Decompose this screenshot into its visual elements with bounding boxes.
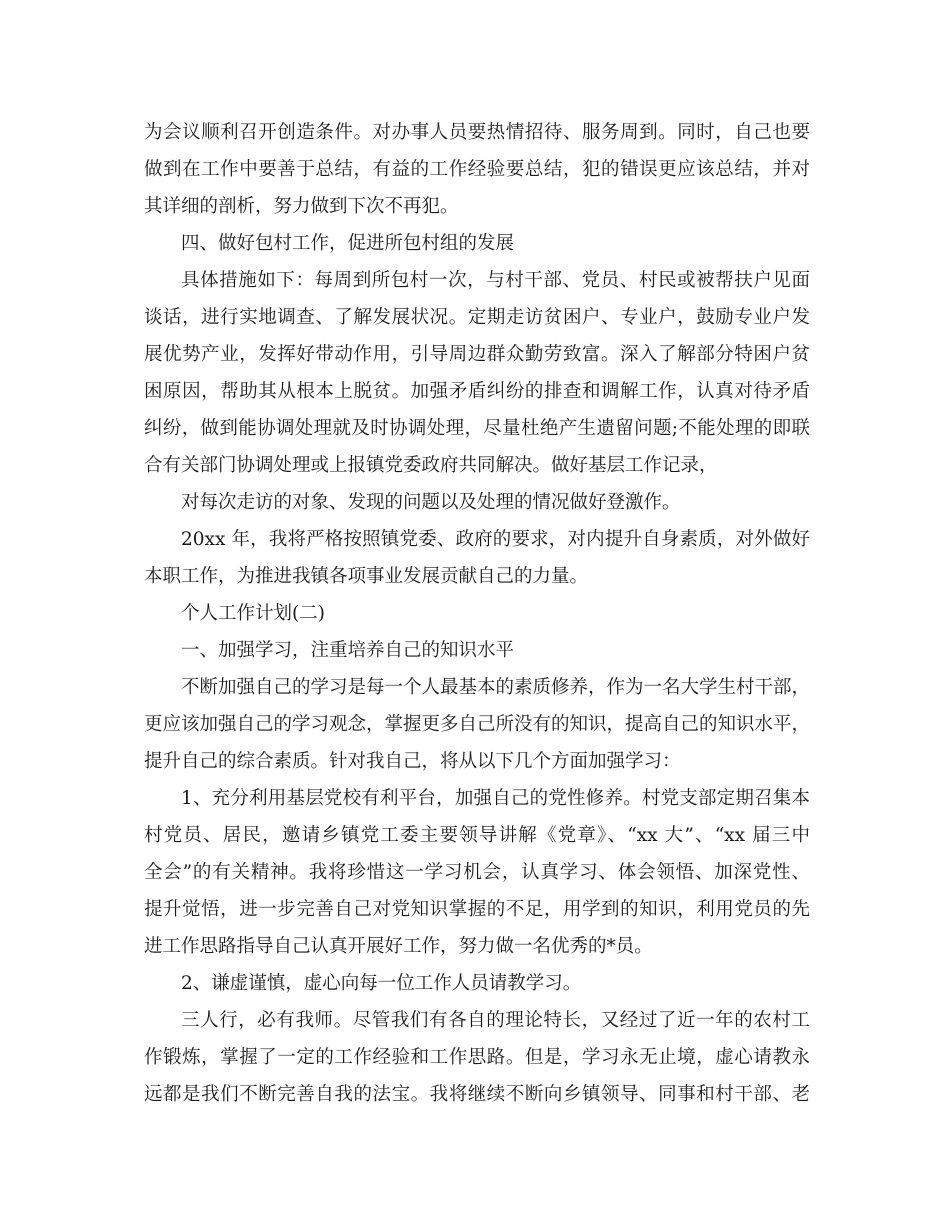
text-line: 三人行，必有我师。尽管我们有各自的理论特长，又经过了近一年的农村工 xyxy=(181,1010,810,1031)
text-line: 个人工作计划(二) xyxy=(181,603,325,624)
text-line: 20xx 年，我将严格按照镇党委、政府的要求，对内提升自身素质，对外做好 xyxy=(181,529,810,550)
document-body xyxy=(144,114,810,1113)
text-line: 1、充分利用基层党校有利平台，加强自己的党性修养。村党支部定期召集本 xyxy=(181,788,810,809)
text-line: 展优势产业，发挥好带动作用，引导周边群众勤劳致富。深入了解部分特困户贫 xyxy=(144,344,810,365)
text-line: 为会议顺利召开创造条件。对办事人员要热情招待、服务周到。同时，自己也要 xyxy=(144,122,810,143)
text-line: 更应该加强自己的学习观念，掌握更多自己所没有的知识，提高自己的知识水平， xyxy=(144,714,810,735)
text-line: 谈话，进行实地调查、了解发展状况。定期走访贫困户、专业户，鼓励专业户发 xyxy=(144,307,810,328)
text-line: 提升自己的综合素质。针对我自己，将从以下几个方面加强学习： xyxy=(144,751,681,772)
text-line: 其详细的剖析，努力做到下次不再犯。 xyxy=(144,196,459,217)
text-line: 对每次走访的对象、发现的问题以及处理的情况做好登激作。 xyxy=(181,492,681,513)
text-line: 合有关部门协调处理或上报镇党委政府共同解决。做好基层工作记录， xyxy=(144,455,718,476)
text-line: 做到在工作中要善于总结，有益的工作经验要总结，犯的错误更应该总结，并对 xyxy=(144,159,810,180)
text-line: 提升觉悟，进一步完善自己对党知识掌握的不足，用学到的知识，利用党员的先 xyxy=(144,899,810,920)
text-line: 不断加强自己的学习是每一个人最基本的素质修养，作为一名大学生村干部， xyxy=(181,677,810,698)
text-line: 纠纷，做到能协调处理就及时协调处理，尽量杜绝产生遗留问题;不能处理的即联 xyxy=(144,418,810,439)
text-line: 村党员、居民，邀请乡镇党工委主要领导讲解《党章》、“xx 大”、“xx 届三中 xyxy=(144,825,810,846)
text-line: 作锻炼，掌握了一定的工作经验和工作思路。但是，学习永无止境，虚心请教永 xyxy=(144,1047,810,1068)
text-line: 四、做好包村工作，促进所包村组的发展 xyxy=(181,233,515,254)
text-line: 进工作思路指导自己认真开展好工作，努力做一名优秀的*员。 xyxy=(144,936,653,957)
text-line: 具体措施如下：每周到所包村一次，与村干部、党员、村民或被帮扶户见面 xyxy=(181,270,810,291)
text-line: 远都是我们不断完善自我的法宝。我将继续不断向乡镇领导、同事和村干部、老 xyxy=(144,1084,810,1105)
text-line: 全会”的有关精神。我将珍惜这一学习机会，认真学习、体会领悟、加深党性、 xyxy=(144,862,810,883)
text-line: 2、谦虚谨慎，虚心向每一位工作人员请教学习。 xyxy=(181,973,582,994)
text-line: 一、加强学习，注重培养自己的知识水平 xyxy=(181,640,515,661)
text-line: 困原因，帮助其从根本上脱贫。加强矛盾纠纷的排查和调解工作，认真对待矛盾 xyxy=(144,381,810,402)
text-line: 本职工作，为推进我镇各项事业发展贡献自己的力量。 xyxy=(144,566,589,587)
